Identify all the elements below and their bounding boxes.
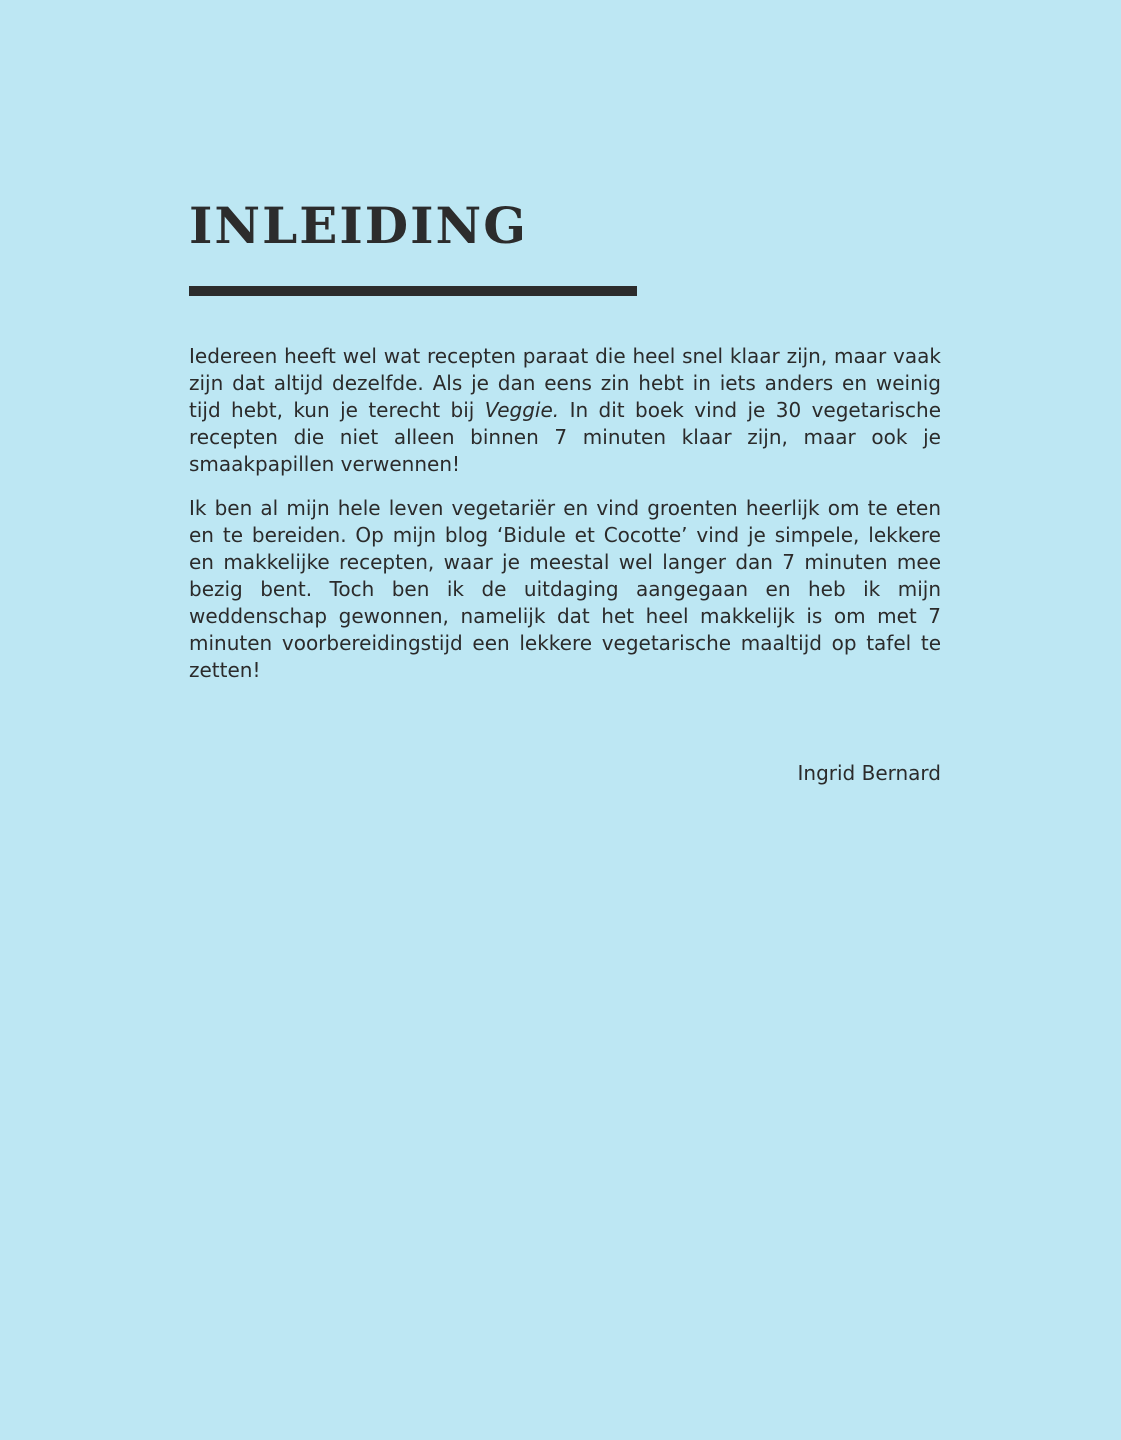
paragraph-intro: [189, 343, 941, 478]
title-underline: [189, 286, 637, 296]
page-title: INLEIDING: [189, 196, 528, 255]
book-title-emphasis: Veggie.: [484, 398, 560, 422]
paragraph-intro-start: Iedereen heeft wel wat recepten paraat die heel snel klaar zijn, maar vaak zijn dat altijd dezelfde. Als je dan eens zin hebt in iets anders en weinig tijd hebt, kun je terecht bij: [189, 344, 941, 422]
paragraph-intro-end: In dit boek vind je 30 vegetarische recepten die niet alleen binnen 7 minuten klaar zijn, maar ook je smaakpapillen verwennen!: [189, 398, 941, 476]
body-text: [189, 343, 941, 701]
paragraph-author: Ik ben al mijn hele leven vegetariër en vind groenten heerlijk om te eten en te bereiden. Op mijn blog ‘Bidule et Cocotte’ vind je simpele, lekkere en makkelijke recepten, waar je meestal wel langer dan 7 minuten mee bezig bent. Toch ben ik de uitdaging aangegaan en heb ik mijn weddenschap gewonnen, namelijk dat het heel makkelijk is om met 7 minuten voorbereidingstijd een lekkere vegetarische maaltijd op tafel te zetten!: [189, 496, 941, 682]
author-signature: Ingrid Bernard: [797, 761, 941, 785]
